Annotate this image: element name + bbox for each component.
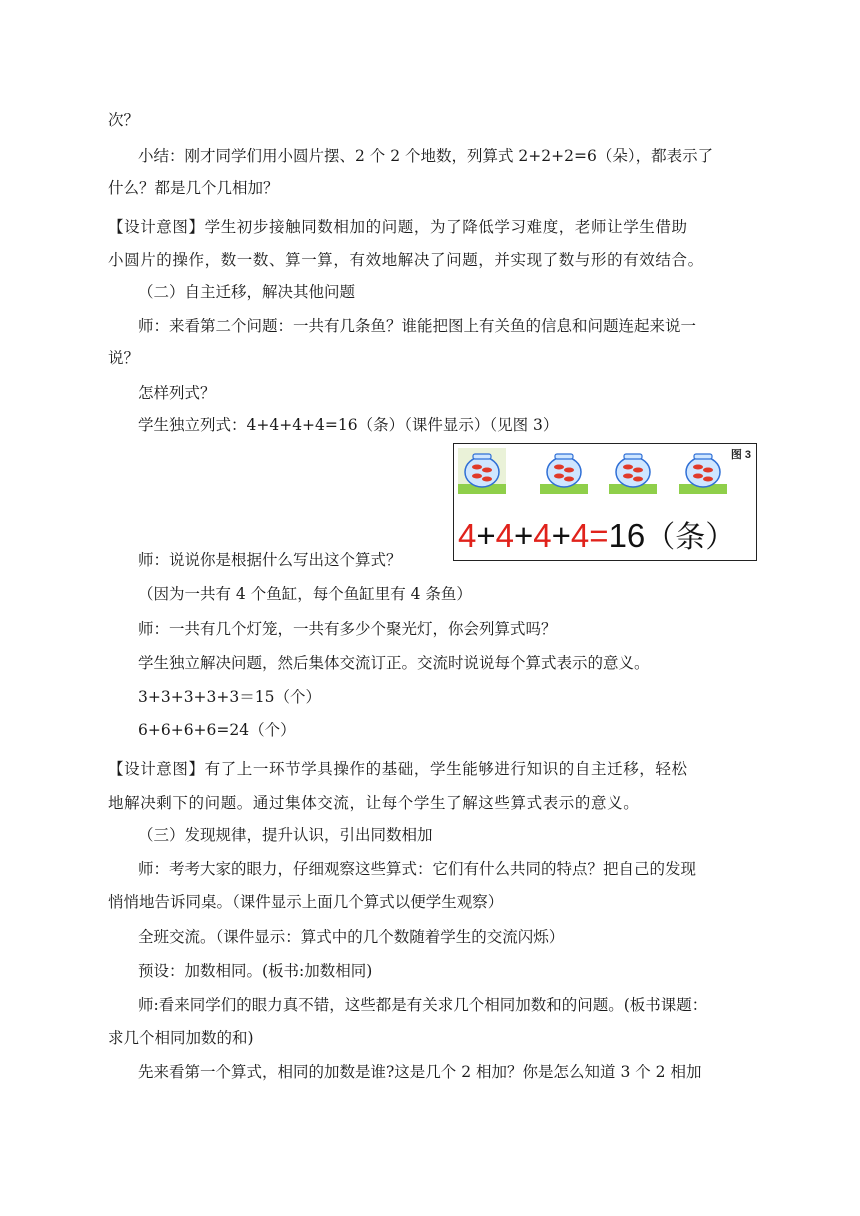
- equation-line: 6+6+6+6=24（个）: [138, 721, 296, 739]
- unit-label: （条）: [645, 520, 736, 555]
- equation-line: 3+3+3+3+3＝15（个）: [138, 688, 321, 706]
- fishbowl-icon: [458, 448, 506, 494]
- text-line: 悄悄地告诉同桌。（课件显示上面几个算式以便学生观察）: [108, 893, 504, 911]
- plus-sign: +: [514, 517, 534, 554]
- text-line: 什么？都是几个几相加？: [108, 179, 279, 197]
- text-line: 次？: [108, 111, 140, 129]
- fishbowl-icon: [609, 448, 657, 494]
- section-heading: （三）发现规律，提升认识，引出同数相加: [138, 826, 433, 844]
- fishbowl-icon: [540, 448, 588, 494]
- text-line: （因为一共有 4 个鱼缸，每个鱼缸里有 4 条鱼）: [138, 585, 472, 603]
- text-line: 小结：刚才同学们用小圆片摆、2 个 2 个地数，列算式 2+2+2=6（朵），都表示了: [138, 147, 714, 165]
- plus-sign: +: [476, 517, 496, 554]
- addend: 4: [495, 517, 514, 554]
- text-line: 师：说说你是根据什么写出这个算式？: [138, 551, 402, 569]
- sum: 16: [608, 517, 646, 554]
- design-intent-line: 【设计意图】有了上一环节学具操作的基础，学生能够进行知识的自主迁移，轻松: [108, 760, 688, 778]
- text-line: 预设：加数相同。(板书:加数相同): [138, 962, 373, 980]
- text-line: 学生独立解决问题，然后集体交流订正。交流时说说每个算式表示的意义。: [138, 654, 650, 672]
- text-line: 全班交流。（课件显示：算式中的几个数随着学生的交流闪烁）: [138, 928, 565, 946]
- text-line: 先来看第一个算式，相同的加数是谁?这是几个 2 相加？你是怎么知道 3 个 2 相加: [138, 1063, 702, 1081]
- text-line: 求几个相同加数的和): [108, 1029, 254, 1047]
- design-intent-line: 地解决剩下的问题。通过集体交流，让每个学生了解这些算式表示的意义。: [108, 794, 640, 812]
- addend: 4: [458, 517, 477, 554]
- text-line: 师：考考大家的眼力，仔细观察这些算式：它们有什么共同的特点？把自己的发现: [138, 860, 697, 878]
- plus-sign: +: [551, 517, 571, 554]
- equals-sign: =: [589, 517, 609, 554]
- design-intent-line: 【设计意图】学生初步接触同数相加的问题，为了降低学习难度，老师让学生借助: [108, 218, 688, 236]
- addend: 4: [570, 517, 590, 554]
- text-line: 师：来看第二个问题：一共有几条鱼？谁能把图上有关鱼的信息和问题连起来说一: [138, 317, 697, 335]
- text-line: 师:看来同学们的眼力真不错，这些都是有关求几个相同加数和的问题。(板书课题：: [138, 996, 708, 1014]
- text-line: 怎样列式？: [138, 384, 216, 402]
- figure-label: 图 3: [730, 449, 751, 461]
- design-intent-line: 小圆片的操作，数一数、算一算，有效地解决了问题，并实现了数与形的有效结合。: [108, 251, 704, 269]
- fishbowl-icon: [679, 448, 727, 494]
- text-line: 师：一共有几个灯笼，一共有多少个聚光灯，你会列算式吗？: [138, 620, 557, 638]
- text-line: 说？: [108, 349, 140, 367]
- section-heading: （二）自主迁移，解决其他问题: [138, 283, 356, 301]
- figure-3: [453, 443, 757, 561]
- figure-equation: [458, 516, 735, 558]
- text-line: 学生独立列式：4+4+4+4=16（条）（课件显示）（见图 3）: [138, 416, 559, 434]
- addend: 4: [533, 517, 552, 554]
